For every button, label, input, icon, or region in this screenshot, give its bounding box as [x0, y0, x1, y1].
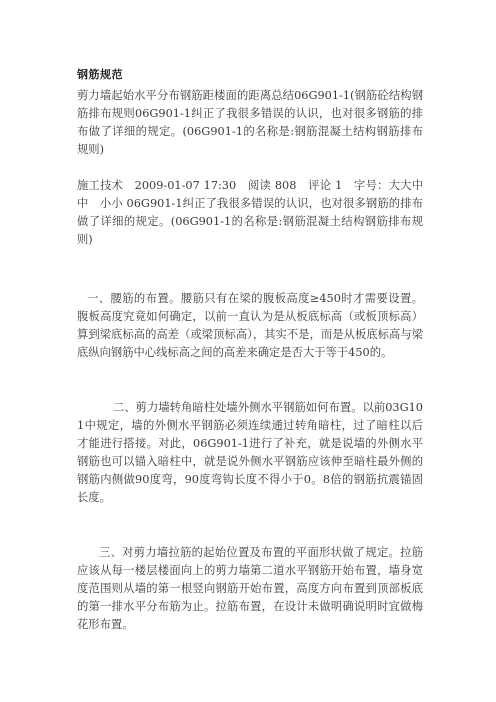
section-three-paragraph: 三、对剪力墙拉筋的起始位置及布置的平面形状做了规定。拉筋应该从每一楼层楼面向上的剪力墙第二道水平钢筋开始布置，墙身宽度范围则从墙的第一根竖向钢筋开始布置，高度方向布置到顶部板底的第一排水平分布筋为止。拉筋布置，在设计未做明确说明时宜做梅花形布置。 — [77, 546, 423, 631]
intro-paragraph: 剪力墙起始水平分布钢筋距楼面的距离总结06G901-1(钢筋砼结构钢筋排布规则06G901-1纠正了我很多错误的认识，也对很多钢筋的排布做了详细的规定。(06G901-1的名称是:钢筋混凝土结构钢筋排布规则) — [77, 89, 423, 156]
section-one-paragraph: 一、腰筋的布置。腰筋只有在梁的腹板高度≥450时才需要设置。腹板高度究竟如何确定，以前一直认为是从板底标高（或板顶标高）算到梁底标高的高差（或梁顶标高），其实不是，而是从板底标高与梁底纵向钢筋中心线标高之间的高差来确定是否大于等于450的。 — [77, 292, 423, 359]
section-two-paragraph: 二、剪力墙转角暗柱处墙外侧水平钢筋如何布置。以前03G101中规定，墙的外侧水平钢筋必须连续通过转角暗柱，过了暗柱以后才能进行搭接。对此，06G901-1进行了补充，就是说墙的外侧水平钢筋也可以锚入暗柱中，就是说外侧水平钢筋应该伸至暗柱最外侧的钢筋内侧做90度弯，90度弯钩长度不得小于0。8倍的钢筋抗震锚固长度。 — [77, 401, 423, 504]
meta-paragraph: 施工技术 2009-01-07 17:30 阅读 808 评论 1 字号：大大中中 小小 06G901-1纠正了我很多错误的认识，也对很多钢筋的排布做了详细的规定。(06G901-1的名称是:钢筋混凝土结构钢筋排布规则) — [77, 179, 423, 246]
document-title: 钢筋规范 — [77, 68, 123, 81]
